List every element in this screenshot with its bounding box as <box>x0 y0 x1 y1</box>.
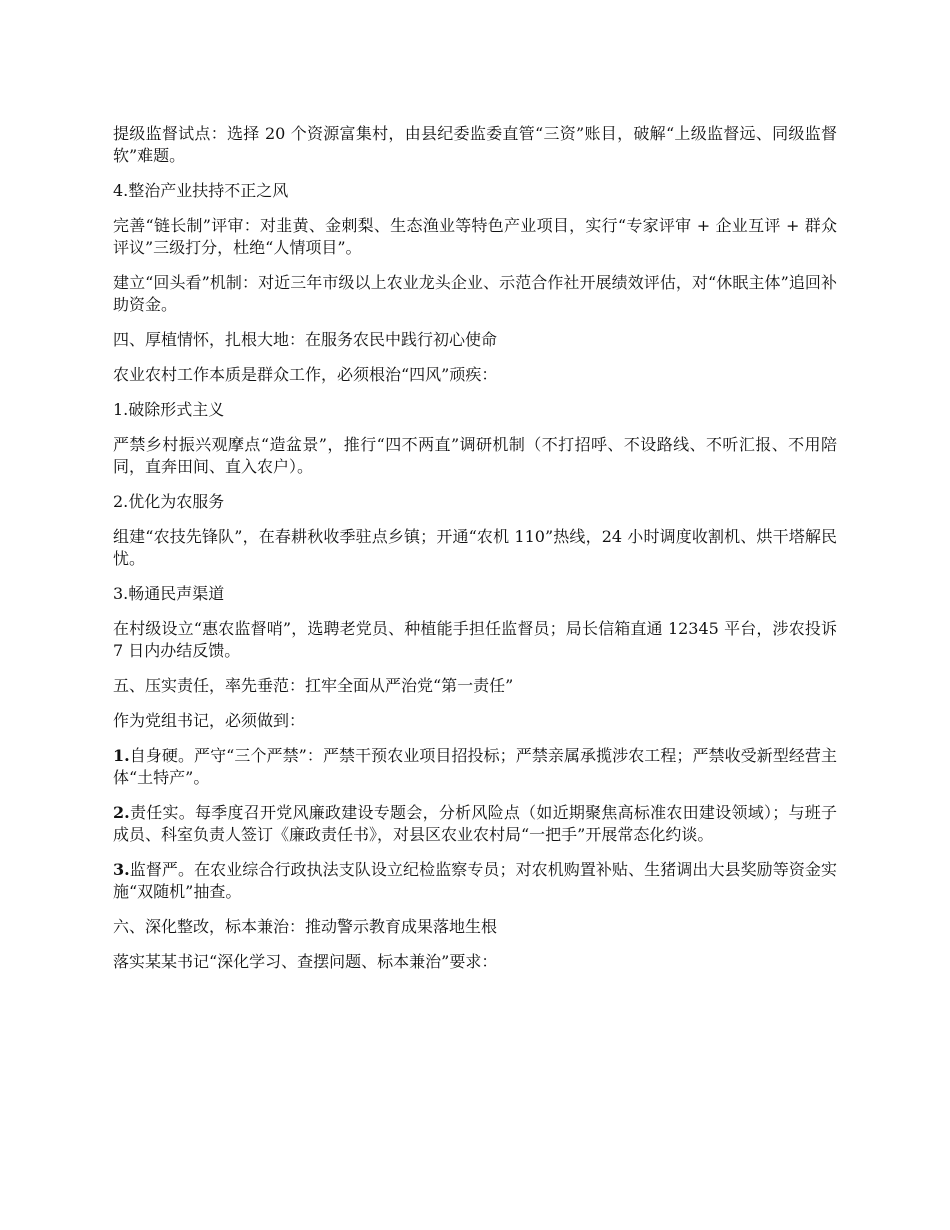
paragraph <box>113 710 837 732</box>
paragraph-text: 提级监督试点：选择 20 个资源富集村，由县纪委监委直管“三资”账目，破解“上级监督远、同级监督软”难题。 <box>113 124 837 165</box>
paragraph-text: 监督严。在农业综合行政执法支队设立纪检监察专员；对农机购置补贴、生猪调出大县奖励等资金实施“双随机”抽查。 <box>113 860 837 901</box>
paragraph-text: 建立“回头看”机制：对近三年市级以上农业龙头企业、示范合作社开展绩效评估，对“休眠主体”追回补助资金。 <box>113 273 837 314</box>
document-body <box>113 123 837 986</box>
paragraph <box>113 951 837 973</box>
paragraph <box>113 434 837 478</box>
paragraph-text: 农业农村工作本质是群众工作，必须根治“四风”顽疾： <box>113 365 498 384</box>
paragraph <box>113 272 837 316</box>
section-heading <box>113 329 837 351</box>
paragraph-text: 五、压实责任，率先垂范：扛牢全面从严治党“第一责任” <box>113 676 514 695</box>
paragraph <box>113 618 837 662</box>
numbered-paragraph <box>113 745 837 789</box>
paragraph-text: 完善“链长制”评审：对韭黄、金刺梨、生态渔业等特色产业项目，实行“专家评审 + 企业互评 + 群众评议”三级打分，杜绝“人情项目”。 <box>113 216 837 257</box>
paragraph-text: 作为党组书记，必须做到： <box>113 711 306 730</box>
numbered-paragraph <box>113 859 837 903</box>
paragraph-text: 责任实。每季度召开党风廉政建设专题会，分析风险点（如近期聚焦高标准农田建设领域）；与班子成员、科室负责人签订《廉政责任书》，对县区农业农村局“一把手”开展常态化约谈。 <box>113 803 837 844</box>
paragraph-text: 严禁乡村振兴观摩点“造盆景”，推行“四不两直”调研机制（不打招呼、不设路线、不听汇报、不用陪同，直奔田间、直入农户）。 <box>113 435 837 476</box>
paragraph-text: 1.破除形式主义 <box>113 400 225 419</box>
item-number: 1. <box>113 746 130 765</box>
paragraph-text: 四、厚植情怀，扎根大地：在服务农民中践行初心使命 <box>113 330 498 349</box>
section-heading <box>113 583 837 605</box>
paragraph-text: 4.整治产业扶持不正之风 <box>113 181 289 200</box>
paragraph-text: 自身硬。严守“三个严禁”：严禁干预农业项目招投标；严禁亲属承揽涉农工程；严禁收受新型经营主体“土特产”。 <box>113 746 837 787</box>
paragraph-text: 组建“农技先锋队”，在春耕秋收季驻点乡镇；开通“农机 110”热线，24 小时调度收割机、烘干塔解民忧。 <box>113 527 837 568</box>
paragraph-text: 在村级设立“惠农监督哨”，选聘老党员、种植能手担任监督员；局长信箱直通 12345 平台，涉农投诉 7 日内办结反馈。 <box>113 619 837 660</box>
paragraph <box>113 215 837 259</box>
paragraph <box>113 526 837 570</box>
paragraph-text: 六、深化整改，标本兼治：推动警示教育成果落地生根 <box>113 917 498 936</box>
section-heading <box>113 399 837 421</box>
section-heading <box>113 675 837 697</box>
section-heading <box>113 180 837 202</box>
section-heading <box>113 916 837 938</box>
paragraph-text: 落实某某书记“深化学习、查摆问题、标本兼治”要求： <box>113 952 498 971</box>
paragraph <box>113 123 837 167</box>
section-heading <box>113 491 837 513</box>
item-number: 3. <box>113 860 130 879</box>
paragraph <box>113 364 837 386</box>
numbered-paragraph <box>113 802 837 846</box>
item-number: 2. <box>113 803 130 822</box>
paragraph-text: 3.畅通民声渠道 <box>113 584 225 603</box>
paragraph-text: 2.优化为农服务 <box>113 492 225 511</box>
